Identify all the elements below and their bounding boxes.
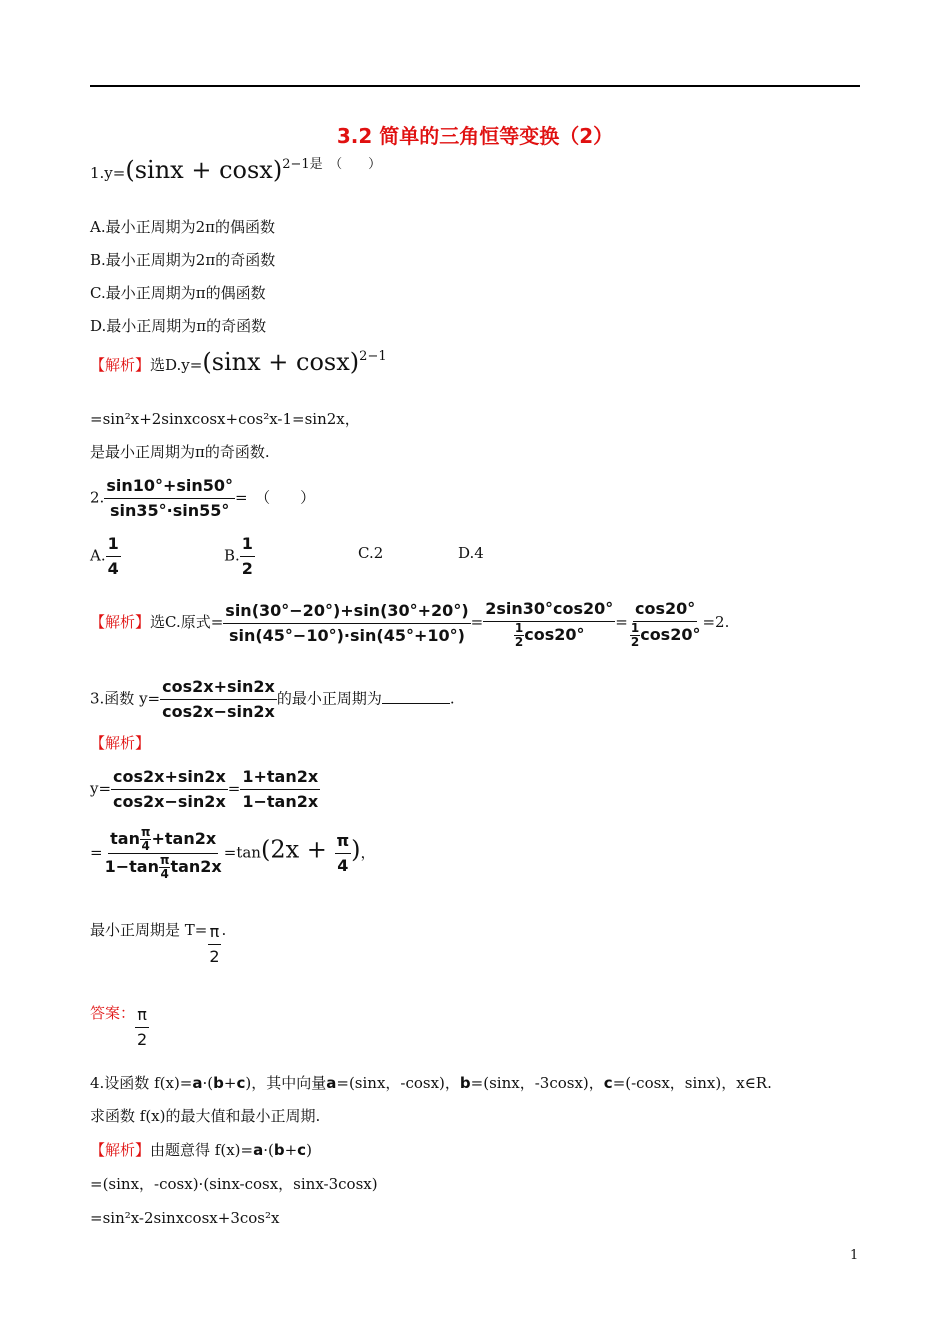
q2-sol-frac2-den xyxy=(512,622,587,649)
q3-l2-open: (2x + xyxy=(260,835,335,864)
q2-eq1: = xyxy=(470,613,484,631)
q4-sol-close: ) xyxy=(306,1141,312,1159)
q4-l1-pre: 4.设函数 f(x)= xyxy=(90,1074,193,1092)
q4-vec-b-2: b xyxy=(459,1074,471,1092)
q3-l3-den: 2 xyxy=(209,947,220,966)
q2-option-b-frac xyxy=(240,532,255,581)
q1-exp: 2 xyxy=(282,157,291,172)
q3-l2-lead: = xyxy=(90,843,103,862)
q2-option-d: D.4 xyxy=(458,544,484,562)
q3-prefix: 3.函数 y= xyxy=(90,689,161,708)
q1-prefix: 1.y= xyxy=(90,164,126,182)
q3-l2-four: 4 xyxy=(337,856,349,875)
q3-l2-frac-den xyxy=(103,854,224,881)
q3-jiexi-label: 【解析】 xyxy=(90,734,151,752)
q4-sol-vec-b: b xyxy=(273,1141,285,1159)
q4-vec-a: a xyxy=(192,1074,203,1092)
q3-answer xyxy=(90,1003,149,1052)
q2-option-a xyxy=(90,532,121,581)
q3-answer-blank xyxy=(382,703,450,704)
q4-sol-vec-a: a xyxy=(253,1141,264,1159)
q3-answer-frac xyxy=(135,1003,149,1052)
q1-option-a: A.最小正周期为2π的偶函数 xyxy=(90,218,276,236)
q4-vec-b: b xyxy=(213,1074,224,1092)
q3-denominator: cos2x−sin2x xyxy=(162,702,275,721)
q1-sol-expr: (sinx + cosx) xyxy=(202,348,360,376)
q1-option-b: B.最小正周期为2π的奇函数 xyxy=(90,251,276,269)
q1-stem xyxy=(90,156,382,185)
q2-sol-frac1-num: sin(30°−20°)+sin(30°+20°) xyxy=(223,599,470,624)
q2-sol-frac3-num: cos20° xyxy=(633,597,697,622)
q3-l2-plus-tan2x: +tan2x xyxy=(151,829,217,848)
q2-prefix: 2. xyxy=(90,488,105,507)
q2-option-b xyxy=(224,532,255,581)
q1-solution-line2: =sin²x+2sinxcosx+cos²x-1=sin2x， xyxy=(90,410,360,428)
q2-sol-frac3-den xyxy=(628,622,703,649)
q2-option-b-den: 2 xyxy=(241,559,253,578)
q3-l2-pi-over-4 xyxy=(335,829,352,878)
q3-answer-num: π xyxy=(135,1003,149,1028)
q2-jiexi-label: 【解析】 xyxy=(90,613,151,631)
q3-solution-line3 xyxy=(90,920,226,969)
q3-pi-over-4-b xyxy=(159,854,171,881)
q3-stem xyxy=(90,675,455,724)
page-number: 1 xyxy=(850,1248,859,1263)
q4-stem-line1 xyxy=(90,1073,772,1093)
q2-sol-frac2-num: 2sin30°cos20° xyxy=(483,597,615,622)
q3-tail: 的最小正周期为 xyxy=(276,689,382,708)
q2-solution xyxy=(90,597,729,649)
q3-end: . xyxy=(449,689,455,708)
q2-sol-frac3-den-tail: cos20° xyxy=(640,625,701,644)
q4-stem-line2: 求函数 f(x)的最大值和最小正周期. xyxy=(90,1107,321,1125)
q4-solution-line3: =sin²x-2sinxcosx+3cos²x xyxy=(90,1209,280,1227)
q4-b-val: (sinx，-3cosx)， xyxy=(483,1074,604,1092)
q2-tail: = （ ） xyxy=(235,488,316,507)
q4-sol-plus: + xyxy=(284,1141,298,1159)
q2-fraction xyxy=(104,474,235,523)
q1-option-c: C.最小正周期为π的偶函数 xyxy=(90,284,266,302)
header-rule xyxy=(90,85,860,87)
q3-pi-a: π xyxy=(140,825,151,839)
q3-l1-frac1 xyxy=(111,765,228,814)
q1-solution-line3: 是最小正周期为π的奇函数. xyxy=(90,443,270,461)
q3-l2-close: ) xyxy=(351,835,361,864)
q3-l1-frac1-den: cos2x−sin2x xyxy=(113,792,226,811)
q3-l1-frac2-den: 1−tan2x xyxy=(242,792,319,811)
q3-numerator: cos2x+sin2x xyxy=(160,675,277,700)
q3-pi-b: π xyxy=(159,853,170,867)
page-title: 3.2 简单的三角恒等变换（2） xyxy=(336,124,614,148)
q4-eq-b: = xyxy=(470,1074,484,1092)
q1-tail: −1是 （ ） xyxy=(290,157,382,172)
q4-mid1: ，其中向量 xyxy=(251,1074,327,1092)
q4-sol-vec-c: c xyxy=(297,1141,307,1159)
q4-plus: + xyxy=(223,1074,237,1092)
q3-l2-pi: π xyxy=(335,829,352,854)
q3-l3-end: . xyxy=(221,921,227,939)
q1-option-d: D.最小正周期为π的奇函数 xyxy=(90,317,267,335)
q3-l3-text: 最小正周期是 T= xyxy=(90,921,208,939)
q3-fraction xyxy=(160,675,277,724)
q3-l1-frac2 xyxy=(240,765,320,814)
q4-sol-dot: ·( xyxy=(263,1141,274,1159)
q3-l2-tan2x: tan2x xyxy=(170,857,222,876)
q3-four-a: 4 xyxy=(141,839,150,853)
q4-solution-line2: =(sinx，-cosx)·(sinx-cosx，sinx-3cosx) xyxy=(90,1175,378,1193)
q2-half-1-den: 2 xyxy=(514,635,524,649)
q2-half-2-num: 1 xyxy=(630,621,640,635)
q1-jiexi-label: 【解析】 xyxy=(90,356,151,374)
q3-answer-den: 2 xyxy=(137,1030,148,1049)
q3-l1-lead: y= xyxy=(90,779,112,798)
q3-l1-frac2-num: 1+tan2x xyxy=(240,765,320,790)
q2-option-a-frac xyxy=(106,532,121,581)
q4-eq-a: = xyxy=(336,1074,349,1092)
q2-result: =2. xyxy=(702,613,730,631)
q2-half-1-num: 1 xyxy=(514,621,524,635)
q3-l2-one-minus-tan: 1−tan xyxy=(104,857,159,876)
q3-l2-tan-1: tan xyxy=(110,829,140,848)
q2-option-b-num: 1 xyxy=(240,532,255,557)
q2-option-a-label: A. xyxy=(90,546,106,565)
q3-solution-line1 xyxy=(90,765,320,814)
q4-sol-lead: 由题意得 f(x)= xyxy=(150,1141,254,1159)
q3-four-b: 4 xyxy=(160,867,169,881)
q2-denominator: sin35°·sin55° xyxy=(109,501,230,520)
q3-l1-eq: = xyxy=(227,779,241,798)
q1-sol-exp: 2 xyxy=(359,349,368,364)
q1-expr: (sinx + cosx) xyxy=(125,156,283,184)
q1-sol-tail: −1 xyxy=(367,349,387,364)
q4-a-val: (sinx，-cosx)， xyxy=(348,1074,460,1092)
q2-half-2 xyxy=(630,622,640,649)
q3-l2-end: ， xyxy=(360,843,376,862)
q3-l2-frac-num xyxy=(108,826,218,854)
q3-pi-over-4-a xyxy=(140,826,152,853)
q2-half-1 xyxy=(514,622,524,649)
q2-option-a-num: 1 xyxy=(106,532,121,557)
q2-option-a-den: 4 xyxy=(107,559,119,578)
q4-vec-a-2: a xyxy=(326,1074,337,1092)
q3-l2-frac xyxy=(103,826,224,881)
q4-eq-c: = xyxy=(612,1074,626,1092)
q3-answer-label: 答案： xyxy=(90,1004,136,1022)
q2-sol-frac2-den-tail: cos20° xyxy=(524,625,585,644)
q1-solution-line1 xyxy=(90,348,387,377)
q3-l2-mid: =tan xyxy=(223,843,261,862)
q4-vec-c: c xyxy=(236,1074,246,1092)
q3-l1-frac1-num: cos2x+sin2x xyxy=(111,765,228,790)
q3-l3-num: π xyxy=(208,920,222,945)
q2-numerator: sin10°+sin50° xyxy=(104,474,235,499)
q2-sol-frac2 xyxy=(483,597,615,649)
q2-eq2: = xyxy=(615,613,628,631)
q1-sol-lead: 选D.y= xyxy=(150,356,203,374)
q4-close: ) xyxy=(245,1074,252,1092)
q4-dot: ·( xyxy=(202,1074,214,1092)
q2-sol-frac1 xyxy=(223,599,470,648)
q2-sol-frac1-den: sin(45°−10°)·sin(45°+10°) xyxy=(228,625,465,645)
q2-sol-lead: 选C.原式= xyxy=(150,613,224,631)
q2-half-2-den: 2 xyxy=(630,635,640,649)
q4-jiexi-label: 【解析】 xyxy=(90,1141,151,1159)
q4-vec-c-2: c xyxy=(603,1074,613,1092)
q2-option-c: C.2 xyxy=(358,544,384,562)
q2-option-b-label: B. xyxy=(224,546,240,565)
q2-sol-frac3 xyxy=(628,597,703,649)
q2-stem xyxy=(90,474,315,523)
q4-c-val: (-cosx，sinx)，x∈R. xyxy=(625,1074,772,1092)
q3-solution-line2 xyxy=(90,826,376,881)
q4-solution-line1 xyxy=(90,1140,312,1160)
q3-l3-frac xyxy=(207,920,221,969)
